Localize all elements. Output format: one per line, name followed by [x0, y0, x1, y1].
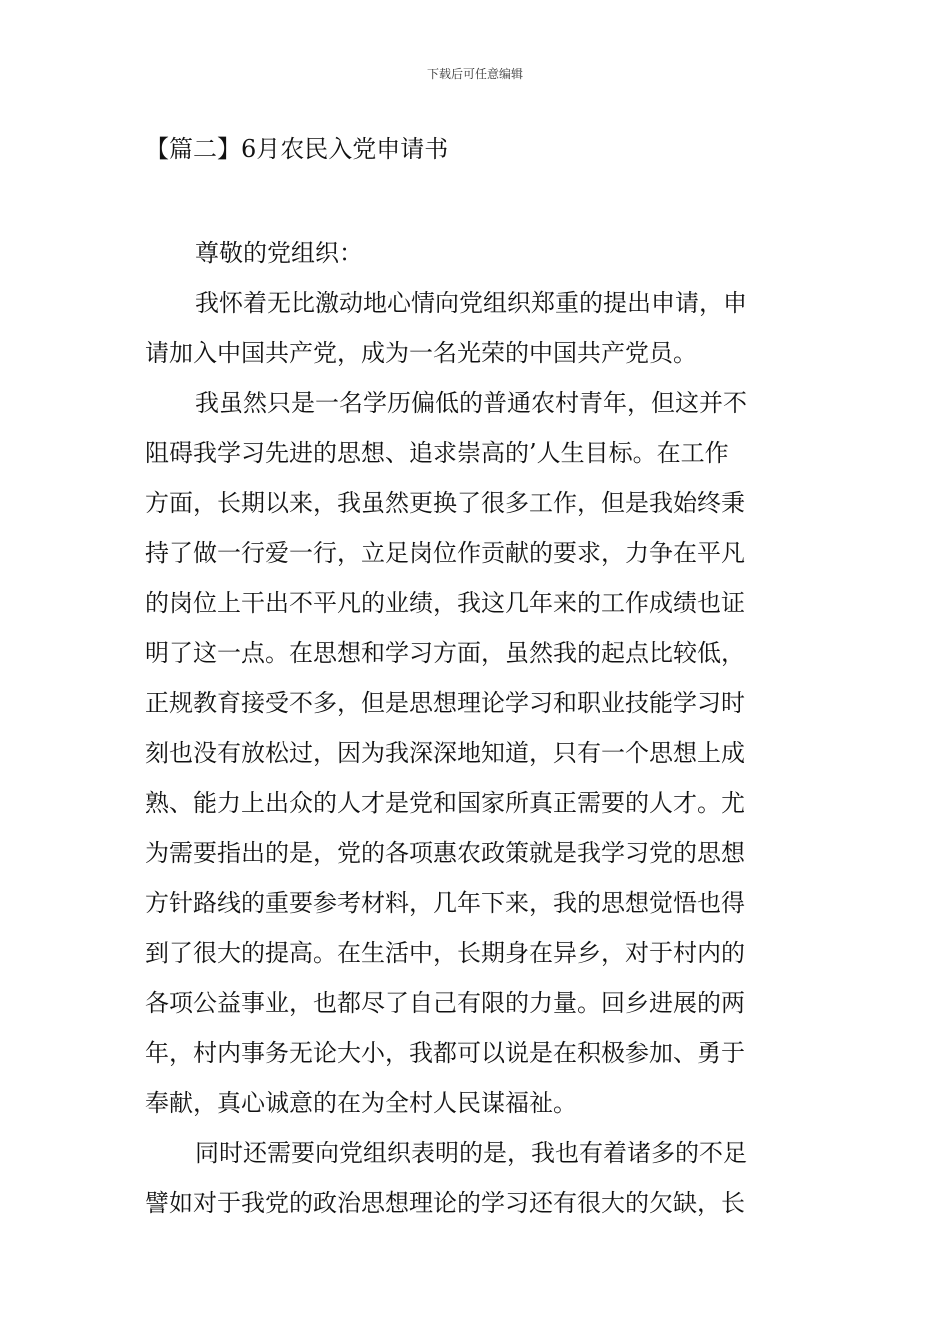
text-line: 同时还需要向党组织表明的是，我也有着诸多的不足: [195, 1139, 747, 1167]
text-line: 我虽然只是一名学历偏低的普通农村青年，但这并不: [195, 389, 747, 417]
text-line: 到了很大的提高。在生活中，长期身在异乡，对于村内的: [145, 939, 745, 967]
paragraph-background: [145, 378, 805, 1128]
document-title: 【篇二】6月农民入党申请书: [145, 135, 449, 163]
page-header: 下载后可任意编辑: [426, 67, 523, 81]
text-line: 刻也没有放松过，因为我深深地知道，只有一个思想上成: [145, 739, 745, 767]
text-line: 明了这一点。在思想和学习方面，虽然我的起点比较低，: [145, 639, 745, 667]
text-line: 尊敬的党组织：: [195, 239, 363, 267]
text-line: 奉献，真心诚意的在为全村人民谋福祉。: [145, 1089, 577, 1117]
text-line: 正规教育接受不多，但是思想理论学习和职业技能学习时: [145, 689, 745, 717]
text-line: 各项公益事业，也都尽了自己有限的力量。回乡进展的两: [145, 989, 745, 1017]
text-line: 的岗位上干出不平凡的业绩，我这几年来的工作成绩也证: [145, 589, 745, 617]
document-body: [145, 228, 805, 1228]
paragraph-salutation: [145, 228, 805, 278]
paragraph-shortcomings: [145, 1128, 805, 1228]
text-line: 年，村内事务无论大小，我都可以说是在积极参加、勇于: [145, 1039, 745, 1067]
text-line: 持了做一行爱一行，立足岗位作贡献的要求，力争在平凡: [145, 539, 745, 567]
text-line: 熟、能力上出众的人才是党和国家所真正需要的人才。尤: [145, 789, 745, 817]
text-line: 方面，长期以来，我虽然更换了很多工作，但是我始终秉: [145, 489, 745, 517]
paragraph-application: [145, 278, 805, 378]
text-line: 譬如对于我党的政治思想理论的学习还有很大的欠缺，长: [145, 1189, 745, 1217]
text-line: 我怀着无比激动地心情向党组织郑重的提出申请，申: [195, 289, 747, 317]
text-line: 方针路线的重要参考材料，几年下来，我的思想觉悟也得: [145, 889, 745, 917]
text-line: 请加入中国共产党，成为一名光荣的中国共产党员。: [145, 339, 697, 367]
text-line: 阻碍我学习先进的思想、追求崇高的’人生目标。在工作: [145, 439, 729, 467]
text-line: 为需要指出的是，党的各项惠农政策就是我学习党的思想: [145, 839, 745, 867]
